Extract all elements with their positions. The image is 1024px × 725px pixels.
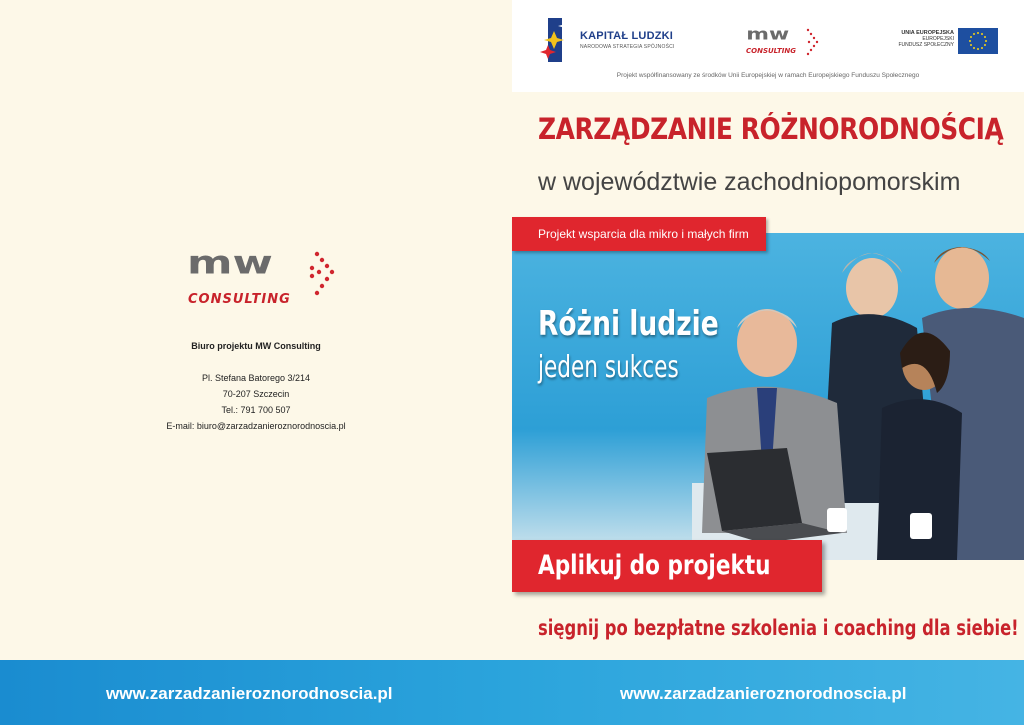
svg-text:mw: mw bbox=[746, 26, 790, 44]
apply-button[interactable] bbox=[512, 540, 822, 592]
cofinance-note: Projekt współfinansowany ze środków Unii Europejskiej w ramach Europejskiego Funduszu Społecznego bbox=[616, 72, 920, 79]
business-team-photo bbox=[512, 233, 1024, 560]
main-subtitle: w województwie zachodniopomorskim bbox=[538, 168, 961, 196]
apply-button-label: Aplikuj do projektu bbox=[538, 550, 771, 581]
office-street: Pl. Stefana Batorego 3/214 bbox=[201, 373, 311, 383]
kapital-ludzki-title: KAPITAŁ LUDZKI bbox=[580, 30, 674, 42]
back-cover bbox=[0, 0, 512, 660]
eu-text: UNIA EUROPEJSKA EUROPEJSKI FUNDUSZ SPOŁECZNY bbox=[898, 30, 954, 48]
sponsor-logo-bar bbox=[512, 0, 1024, 92]
svg-text:CONSULTING: CONSULTING bbox=[188, 292, 291, 307]
slogan-line-2: jeden sukces bbox=[538, 350, 679, 385]
main-title: ZARZĄDZANIE RÓŻNORODNOŚCIĄ bbox=[538, 112, 1004, 146]
call-to-action: sięgnij po bezpłatne szkolenia i coaching dla siebie! bbox=[538, 616, 1019, 640]
mw-consulting-logo bbox=[187, 248, 347, 308]
kapital-ludzki-logo bbox=[540, 18, 680, 64]
kapital-ludzki-star-icon bbox=[540, 18, 574, 62]
front-cover bbox=[512, 0, 1024, 660]
project-strip: Projekt wsparcia dla mikro i małych firm bbox=[512, 217, 766, 251]
kapital-ludzki-subtitle: NARODOWA STRATEGIA SPÓJNOŚCI bbox=[580, 44, 675, 50]
office-name: Biuro projektu MW Consulting bbox=[191, 341, 321, 351]
office-phone: Tel.: 791 700 507 bbox=[221, 405, 291, 415]
people-illustration bbox=[692, 233, 1024, 560]
eu-logo bbox=[888, 26, 998, 58]
footer-url-left[interactable]: www.zarzadzanieroznorodnoscia.pl bbox=[106, 684, 393, 703]
footer-url-right[interactable]: www.zarzadzanieroznorodnoscia.pl bbox=[620, 684, 907, 703]
slogan-line-1: Różni ludzie bbox=[538, 304, 719, 344]
office-email[interactable]: E-mail: biuro@zarzadzanieroznorodnoscia.pl bbox=[166, 421, 346, 431]
svg-text:CONSULTING: CONSULTING bbox=[746, 47, 796, 55]
svg-text:mw: mw bbox=[187, 248, 273, 282]
office-city: 70-207 Szczecin bbox=[222, 389, 290, 399]
eu-flag-icon bbox=[958, 28, 998, 54]
mw-consulting-small-logo bbox=[744, 26, 824, 62]
